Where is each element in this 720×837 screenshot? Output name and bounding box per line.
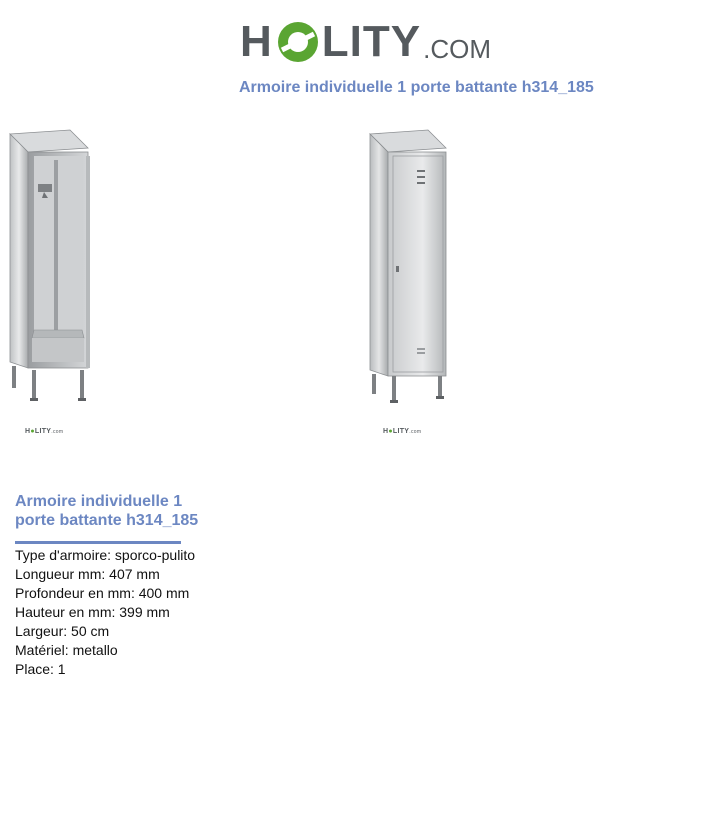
spec-item-width: Largeur: 50 cm [15,623,110,639]
spec-item-type: Type d'armoire: sporco-pulito [15,547,196,563]
logo-o-icon [276,20,320,64]
spec-item-height: Hauteur en mm: 399 mm [15,604,170,620]
mini-logo-o-icon: ● [388,428,393,435]
product-image-closed[interactable] [362,126,462,446]
logo-letter-h: H [240,17,273,66]
mini-logo-o-icon: ● [30,428,35,435]
mini-logo-rest: LITY [34,428,52,435]
logo-letters-lity: LITY [321,17,422,66]
spec-item-length: Longueur mm: 407 mm [15,566,160,582]
product-title [15,492,215,530]
mini-logo-tld: .com [409,429,422,435]
spec-item-depth: Profondeur en mm: 400 mm [15,585,190,601]
product-title-line-1: Armoire individuelle 1 [15,493,183,510]
image-watermark-logo [383,428,421,435]
mini-logo-tld: .com [51,429,64,435]
title-underline-divider [15,541,181,544]
image-watermark-logo [25,428,63,435]
mini-logo-h: H [383,428,389,435]
product-title-line-2: porte battante h314_185 [15,512,199,529]
logo-tld: .COM [423,34,491,64]
mini-logo-rest: LITY [392,428,410,435]
brand-logo[interactable] [240,14,491,64]
spec-item-places: Place: 1 [15,661,66,677]
product-specs-list [15,546,195,679]
spec-item-material: Matériel: metallo [15,642,118,658]
mini-logo-h: H [25,428,31,435]
product-image-open[interactable] [4,126,104,446]
page-title: Armoire individuelle 1 porte battante h314_185 [239,79,594,96]
